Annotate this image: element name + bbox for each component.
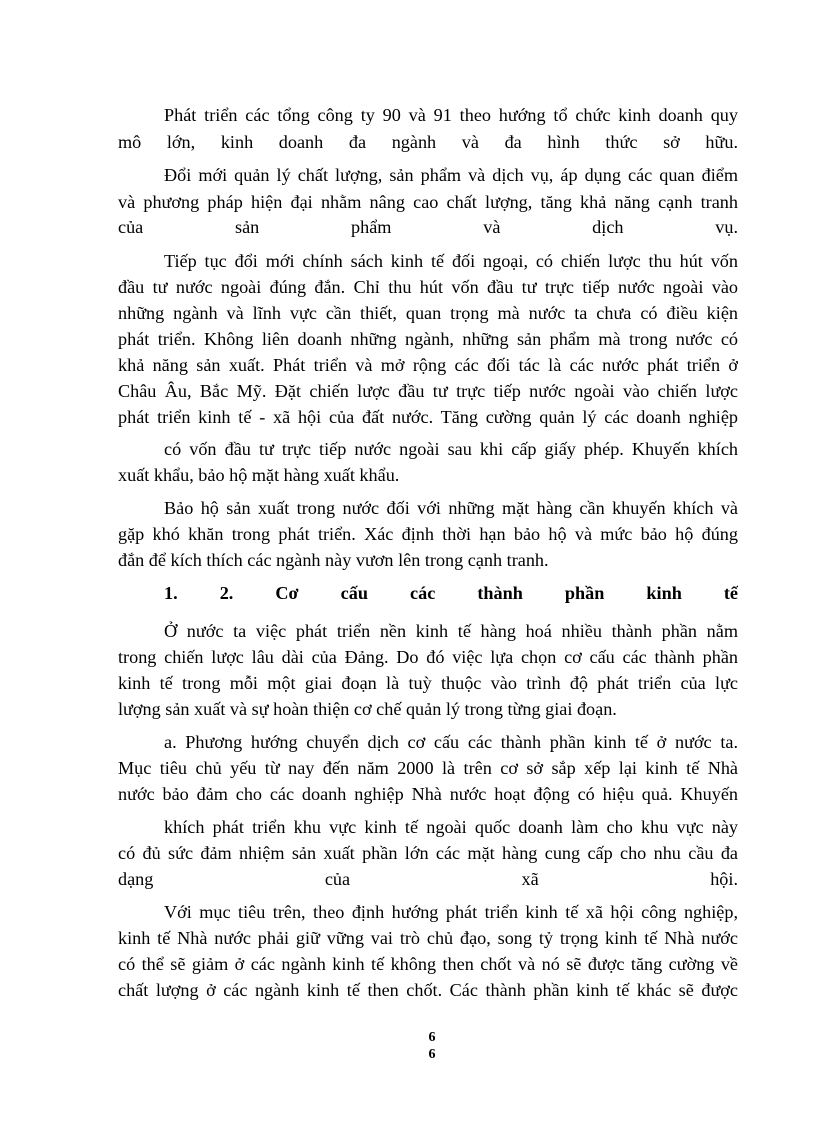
paragraph-6-line-6: dạng của xã hội. (118, 869, 738, 889)
paragraph-4-line-2: gặp khó khăn trong phát triển. Xác định thời hạn bảo hộ và mức bảo hộ đúng (118, 524, 738, 544)
paragraph-6-line-1: a. Phương hướng chuyển dịch cơ cấu các thành phần kinh tế ở nước ta. (164, 732, 738, 752)
paragraph-6-line-5: có đủ sức đảm nhiệm sản xuất phần lớn các mặt hàng cung cấp cho nhu cầu đa (118, 843, 738, 863)
paragraph-7-line-3: có thể sẽ giảm ở các ngành kinh tế không then chốt và nó sẽ được tăng cường về (118, 954, 738, 974)
paragraph-3-line-2: đầu tư nước ngoài đúng đắn. Chỉ thu hút vốn đầu tư trực tiếp nước ngoài vào (118, 277, 738, 297)
paragraph-3-line-8: có vốn đầu tư trực tiếp nước ngoài sau khi cấp giấy phép. Khuyến khích (164, 439, 738, 459)
paragraph-7-line-4: chất lượng ở các ngành kinh tế then chốt. Các thành phần kinh tế khác sẽ được (118, 980, 738, 1000)
paragraph-5-line-3: kinh tế trong mỗi một giai đoạn là tuỳ thuộc vào trình độ phát triển của lực (118, 673, 738, 693)
paragraph-6-line-2: Mục tiêu chủ yếu từ nay đến năm 2000 là trên cơ sở sắp xếp lại kinh tế Nhà (118, 758, 738, 778)
paragraph-2-line-3: của sản phẩm và dịch vụ. (118, 217, 738, 237)
paragraph-4-line-1: Bảo hộ sản xuất trong nước đối với những mặt hàng cần khuyến khích và (164, 498, 738, 518)
paragraph-3-line-5: khả năng sản xuất. Phát triển và mở rộng các đối tác là các nước phát triển ở (118, 355, 738, 375)
paragraph-3-line-1: Tiếp tục đổi mới chính sách kinh tế đối ngoại, có chiến lược thu hút vốn (164, 251, 738, 271)
paragraph-4-line-3: đắn để kích thích các ngành này vươn lên trong cạnh tranh. (118, 550, 549, 570)
paragraph-3-line-4: phát triển. Không liên doanh những ngành, những sản phẩm mà trong nước có (118, 329, 738, 349)
page-number-top: 6 (428, 1030, 436, 1045)
paragraph-7-line-1: Với mục tiêu trên, theo định hướng phát triển kinh tế xã hội công nghiệp, (164, 902, 738, 922)
paragraph-5-line-2: trong chiến lược lâu dài của Đảng. Do đó việc lựa chọn cơ cấu các thành phần (118, 647, 738, 667)
paragraph-1-line-2: mô lớn, kinh doanh đa ngành và đa hình thức sở hữu. (118, 132, 738, 152)
paragraph-5-line-1: Ở nước ta việc phát triển nền kinh tế hàng hoá nhiều thành phần nằm (164, 621, 738, 641)
paragraph-6-line-4: khích phát triển khu vực kinh tế ngoài quốc doanh làm cho khu vực này (164, 817, 738, 837)
paragraph-3-line-6: Châu Âu, Bắc Mỹ. Đặt chiến lược đầu tư trực tiếp nước ngoài vào chiến lược (118, 381, 738, 401)
section-heading: 1. 2. Cơ cấu các thành phần kinh tế (164, 583, 738, 603)
paragraph-2-line-2: và phương pháp hiện đại nhằm nâng cao chất lượng, tăng khả năng cạnh tranh (118, 192, 738, 212)
paragraph-5-line-4: lượng sản xuất và sự hoàn thiện cơ chế quản lý trong từng giai đoạn. (118, 699, 617, 719)
paragraph-7-line-2: kinh tế Nhà nước phải giữ vững vai trò chủ đạo, song tỷ trọng kinh tế Nhà nước (118, 928, 738, 948)
paragraph-6-line-3: nước bảo đảm cho các doanh nghiệp Nhà nước hoạt động có hiệu quả. Khuyến (118, 784, 738, 804)
paragraph-3-line-7: phát triển kinh tế - xã hội của đất nước. Tăng cường quản lý các doanh nghiệp (118, 407, 738, 427)
paragraph-1-line-1: Phát triển các tổng công ty 90 và 91 theo hướng tổ chức kinh doanh quy (164, 105, 738, 125)
paragraph-3-line-9: xuất khẩu, bảo hộ mặt hàng xuất khẩu. (118, 465, 400, 485)
page-number-bottom: 6 (428, 1047, 436, 1062)
paragraph-3-line-3: những ngành và lĩnh vực cần thiết, quan trọng mà nước ta chưa có điều kiện (118, 303, 738, 323)
paragraph-2-line-1: Đổi mới quản lý chất lượng, sản phẩm và dịch vụ, áp dụng các quan điểm (164, 165, 738, 185)
